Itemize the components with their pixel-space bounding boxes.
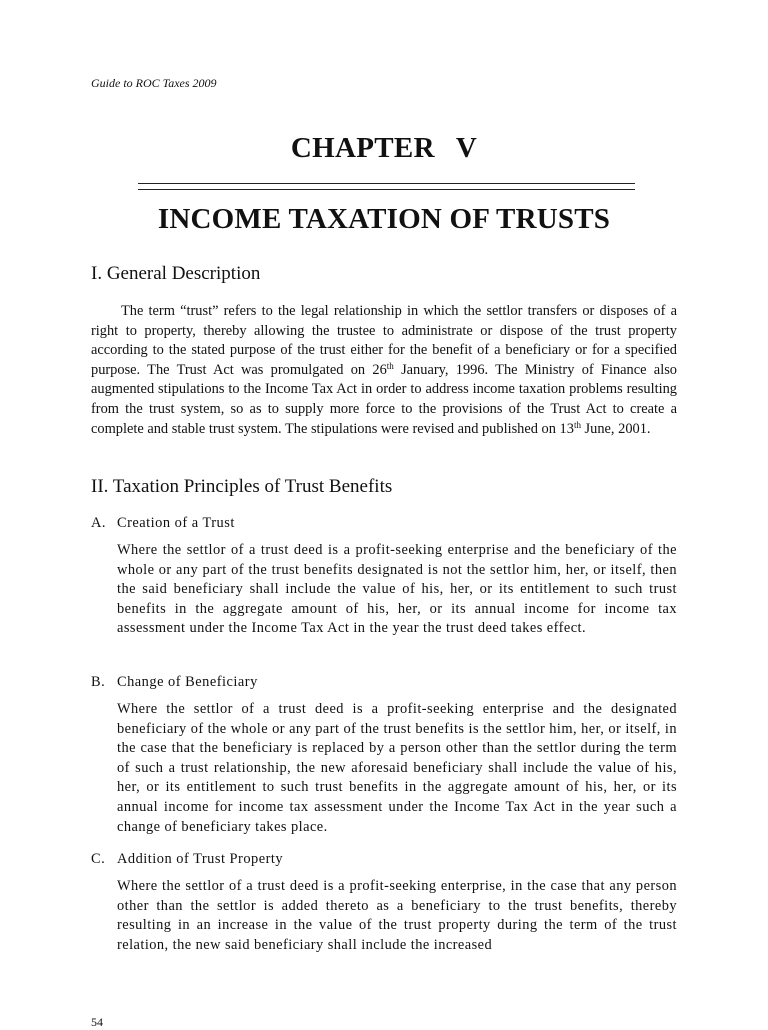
chapter-title: CHAPTER V [290,132,478,164]
subsection-paragraph-addition-of-trust-property: Where the settlor of a trust deed is a profit-seeking enterprise, in the case that any person other than the settlor is added thereto as a beneficiary to the trust benefits, thereby resulting in an increase in the value of the trust property during the term of the trust relation, the new said beneficiary shall include the increased [117,878,677,953]
subsection-letter: A. [91,515,106,531]
title-rule-top [138,183,635,184]
page-number: 54 [91,1015,103,1029]
subsection-title: Addition of Trust Property [117,851,284,867]
subsection-heading-addition-of-trust-property [91,851,283,868]
subsection-paragraph-creation-of-trust: Where the settlor of a trust deed is a profit-seeking enterprise and the beneficiary of the whole or any part of the trust benefits designated is not the settlor him, her, or itself, then the said beneficiary shall include the value of his, her, or its entitlement to such trust benefits in the aggregate amount of his, her, or its annual income for income tax assessment under the Income Tax Act in the year the trust deed takes effect. [117,542,677,637]
subsection-title: Creation of a Trust [117,515,235,531]
superscript-ordinal: th [573,419,581,430]
general-description-paragraph [91,302,677,439]
paragraph-text: June, 2001. [580,420,651,437]
subsection-paragraph-change-of-beneficiary: Where the settlor of a trust deed is a profit-seeking enterprise and the designated beneficiary of the whole or any part of the trust benefits is the settlor him, her, or itself, in the case that the beneficiary is replaced by a person other than the settlor during the term of such a trust relationship, the new aforesaid beneficiary shall include the value of his, her, or its entitlement to such trust benefits in the aggregate amount of his, her, or its annual income for income tax assessment under the Income Tax Act in the year such a change of beneficiary takes place. [117,701,677,835]
section-heading-taxation-principles: II. Taxation Principles of Trust Benefits [91,476,393,497]
main-title: INCOME TAXATION OF TRUSTS [157,203,611,235]
title-rule-bottom [138,189,635,190]
subsection-letter: B. [91,674,106,690]
subsection-letter: C. [91,851,106,867]
subsection-heading-creation-of-trust [91,515,235,532]
running-header: Guide to ROC Taxes 2009 [91,76,217,90]
section-heading-general-description: I. General Description [91,263,261,284]
subsection-heading-change-of-beneficiary [91,674,258,691]
subsection-title: Change of Beneficiary [117,674,258,690]
superscript-ordinal: th [386,360,394,371]
paragraph-text: The term “trust” refers to the legal relationship in which the settlor transfers or disposes of a right to property, thereby allowing the trustee to administrate or dispose of the trust property according to the stated purpose of the trust either for the benefit of a beneficiary or for a specified purpose. The Trust Act was promulgated on 26 [91,303,677,378]
paragraph-text: January, 1996. The Ministry of Finance also augmented stipulations to the Income Tax Act in order to address income taxation problems resulting from the trust system, so as to supply more force to the provisions of the Trust Act to create a complete and stable trust system. The stipulations were revised and published on 13 [91,361,677,437]
